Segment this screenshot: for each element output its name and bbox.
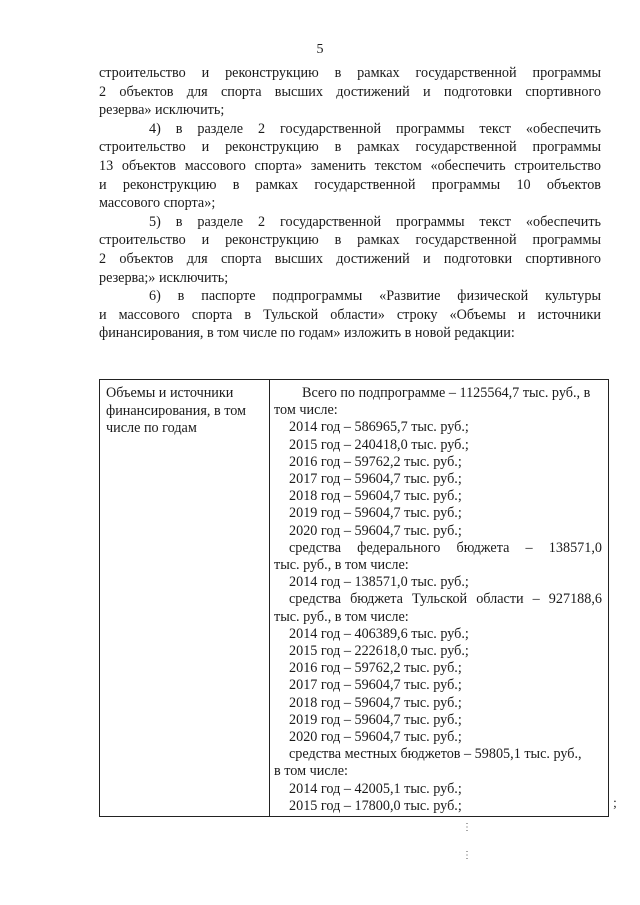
table-value-line: 2020 год – 59604,7 тыс. руб.; [289,522,462,539]
scan-artifact: ⋮ [462,822,472,833]
paragraph-line: финансирования, в том числе по годам» изложить в новой редакции: [99,325,515,342]
table-value-line: 2015 год – 222618,0 тыс. руб.; [289,643,469,660]
paragraph-line: 5) в разделе 2 государственной программы текст «обеспечить [149,213,601,230]
table-value-line: 2019 год – 59604,7 тыс. руб.; [289,711,462,728]
document-body [99,64,601,343]
paragraph-line: строительство и реконструкцию в рамках государственной программы [99,65,601,81]
table-value-line: 2020 год – 59604,7 тыс. руб.; [289,729,462,746]
paragraph-line: 13 объектов массового спорта» заменить текстом «обеспечить строительство [99,157,601,174]
paragraph-line: строительство и реконструкцию в рамках государственной программы [99,232,601,249]
paragraph-line: и массового спорта в Тульской области» строку «Объемы и источники [99,306,601,323]
paragraph-line: резерва;» исключить; [99,269,229,286]
table-value-line: Всего по подпрограмме – 1125564,7 тыс. руб., в [302,385,591,401]
paragraph-line: строительство и реконструкцию в рамках государственной программы [99,139,601,156]
table-value-line: 2014 год – 406389,6 тыс. руб.; [289,625,469,642]
paragraph [99,64,601,120]
table-value-line: 2017 год – 59604,7 тыс. руб.; [289,677,462,694]
table-label-cell: Объемы и источники финансирования, в том числе по годам [100,380,270,816]
table-value-line: 2018 год – 59604,7 тыс. руб.; [289,488,462,505]
table-value-line: 2014 год – 138571,0 тыс. руб.; [289,574,469,591]
paragraph-line: и реконструкцию в рамках государственной программы 10 объектов [99,176,601,193]
table-value-line: средства местных бюджетов – 59805,1 тыс. руб., [289,746,582,763]
table-value-line: 2018 год – 59604,7 тыс. руб.; [289,694,462,711]
table-value-cell [270,380,608,816]
table-value-line: 2014 год – 586965,7 тыс. руб.; [289,419,469,436]
table-value-line: 2015 год – 240418,0 тыс. руб.; [289,436,469,453]
paragraph-line: массового спорта»; [99,195,216,212]
table-value-line: тыс. руб., в том числе: [274,608,409,625]
table-value-line: средства бюджета Тульской области – 927188,6 [289,591,602,608]
table-value-line: 2016 год – 59762,2 тыс. руб.; [289,453,462,470]
page-number: 5 [316,42,324,57]
paragraph-line: 2 объектов для спорта высших достижений и подготовки спортивного [99,250,601,267]
table-value-line: том числе: [274,402,338,419]
table-value-line: 2017 год – 59604,7 тыс. руб.; [289,471,462,488]
table-value-line: тыс. руб., в том числе: [274,557,409,574]
paragraph [99,287,601,343]
table-value-line: 2015 год – 17800,0 тыс. руб.; [289,797,462,814]
paragraph-line: 6) в паспорте подпрограммы «Развитие физической культуры [149,288,601,305]
table-value-line: 2019 год – 59604,7 тыс. руб.; [289,505,462,522]
paragraph-line: 4) в разделе 2 государственной программы текст «обеспечить [149,120,601,137]
table-value-line: средства федерального бюджета – 138571,0 [289,539,602,556]
paragraph-line: резерва» исключить; [99,102,225,119]
scan-artifact: ⋮ [462,850,472,861]
table-value-line: 2016 год – 59762,2 тыс. руб.; [289,660,462,677]
table-value-line: 2014 год – 42005,1 тыс. руб.; [289,780,462,797]
table-value-line: в том числе: [274,763,348,780]
paragraph [99,213,601,287]
paragraph-line: 2 объектов для спорта высших достижений и подготовки спортивного [99,83,601,100]
financing-table [99,379,609,817]
trailing-mark: ; [613,796,617,811]
paragraph [99,120,601,213]
